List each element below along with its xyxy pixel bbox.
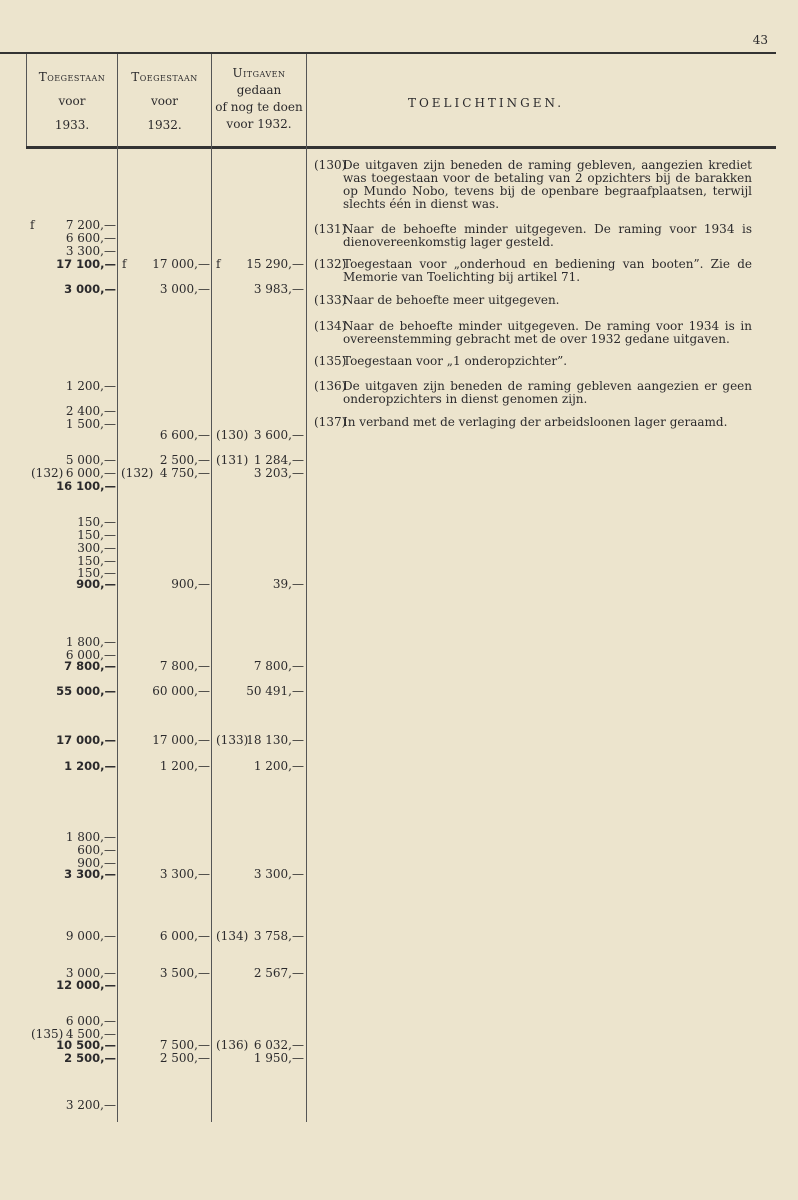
expenditure-1932: 1 284,— [253, 453, 304, 467]
amount-1932: 17 000,— [152, 733, 210, 747]
total-1933: 16 100,— [56, 479, 116, 493]
header-toelichtingen: TOELICHTINGEN. [407, 96, 565, 110]
amount-1932: 3 500,— [159, 966, 210, 980]
amount-1933: 5 000,— [65, 453, 116, 467]
expenditure-1932: 3 203,— [253, 466, 304, 480]
amount-1933: 150,— [77, 515, 116, 529]
note-134: (134) Naar de behoefte minder uitgegeven. De raming voor 1934 is in overeenstemming gebracht met de over 1932 gedane uitgaven. [314, 319, 752, 346]
amount-1933: 6 000,— [65, 466, 116, 480]
note-ref: (132) [121, 466, 154, 480]
total-1933: 1 200,— [64, 759, 116, 773]
amount-1932: 900,— [171, 577, 210, 591]
note-ref: (133) [216, 733, 249, 747]
note-ref: (134) [216, 929, 249, 943]
amount-1933: 6 000,— [65, 1014, 116, 1028]
amount-1932: 4 750,— [159, 466, 210, 480]
note-132: (132) Toegestaan voor „onderhoud en bediening van booten”. Zie de Memorie van Toelichting bij artikel 71. [314, 257, 752, 284]
amount-1933: 1 800,— [65, 635, 116, 649]
note-131: (131) Naar de behoefte minder uitgegeven. De raming voor 1934 is dienovereenkomstig lager gesteld. [314, 222, 752, 249]
note-ref: (131) [216, 453, 249, 467]
currency-prefix: f [30, 218, 35, 232]
expenditure-1932: 18 130,— [246, 733, 304, 747]
amount-1933: 600,— [77, 843, 116, 857]
amount-1932: 17 000,— [152, 257, 210, 271]
note-ref: (132) [31, 466, 64, 480]
expenditure-1932: 1 950,— [253, 1051, 304, 1065]
total-1933: 900,— [76, 577, 116, 591]
expenditure-1932: 39,— [272, 577, 304, 591]
amount-1932: 6 600,— [159, 428, 210, 442]
total-1933: 17 100,— [56, 257, 116, 271]
header-col-2: Toegestaan voor 1932. [131, 70, 198, 132]
expenditure-1932: 15 290,— [246, 257, 304, 271]
expenditure-1932: 6 032,— [253, 1038, 304, 1052]
expenditure-1932: 3 300,— [253, 867, 304, 881]
note-ref: (135) [31, 1027, 64, 1041]
amount-1933: 6 600,— [65, 231, 116, 245]
amount-1932: 6 000,— [159, 929, 210, 943]
total-1933: 7 800,— [64, 659, 116, 673]
note-130: (130) De uitgaven zijn beneden de raming gebleven, aangezien krediet was toegestaan voor de betaling van 2 opzichters bij de barakken op Mundo Nobo, tevens bij de openbare begraafplaatsen, terwijl slechts één in dienst was. [314, 158, 752, 211]
total-1933: 10 500,— [56, 1038, 116, 1052]
amount-1933: 9 000,— [65, 929, 116, 943]
total-1933: 12 000,— [56, 978, 116, 992]
amount-1933: 3 200,— [65, 1098, 116, 1112]
amount-1932: 7 500,— [159, 1038, 210, 1052]
note-136: (136) De uitgaven zijn beneden de raming gebleven aangezien er geen onderopzichters in dienst genomen zijn. [314, 379, 752, 406]
amount-1932: 2 500,— [159, 1051, 210, 1065]
expenditure-1932: 3 983,— [253, 282, 304, 296]
amount-1932: 1 200,— [159, 759, 210, 773]
amount-1933: 900,— [77, 856, 116, 870]
total-1933: 2 500,— [64, 1051, 116, 1065]
note-ref: (136) [216, 1038, 249, 1052]
header-col-1: Toegestaan voor 1933. [38, 70, 106, 132]
header-rule [26, 146, 776, 149]
currency-prefix: f [122, 257, 127, 271]
expenditure-1932: 3 600,— [253, 428, 304, 442]
amount-1932: 7 800,— [159, 659, 210, 673]
amount-1933: 7 200,— [65, 218, 116, 232]
expenditure-1932: 3 758,— [253, 929, 304, 943]
amount-1933: 1 500,— [65, 417, 116, 431]
expenditure-1932: 1 200,— [253, 759, 304, 773]
note-137: (137) In verband met de verlaging der arbeidsloonen lager geraamd. [314, 415, 728, 429]
total-1933: 55 000,— [56, 684, 116, 698]
amount-1932: 3 000,— [159, 282, 210, 296]
total-1933: 3 300,— [64, 867, 116, 881]
amount-1933: 6 000,— [65, 648, 116, 662]
amount-1933: 150,— [77, 528, 116, 542]
amount-1933: 150,— [77, 554, 116, 568]
currency-prefix: f [216, 257, 221, 271]
amount-1932: 60 000,— [152, 684, 210, 698]
amount-1933: 3 000,— [65, 966, 116, 980]
amount-1933: 1 800,— [65, 830, 116, 844]
amount-1933: 3 300,— [65, 244, 116, 258]
note-135: (135) Toegestaan voor „1 onderopzichter”. [314, 354, 568, 368]
header-col-3: Uitgaven gedaan of nog te doen voor 1932. [215, 66, 303, 131]
amount-1933: 2 400,— [65, 404, 116, 418]
amount-1933: 300,— [77, 541, 116, 555]
expenditure-1932: 7 800,— [253, 659, 304, 673]
note-ref: (130) [216, 428, 249, 442]
amount-1933: 150,— [77, 566, 116, 580]
column-divider-4 [306, 54, 307, 1122]
amount-1932: 3 300,— [159, 867, 210, 881]
total-1933: 3 000,— [64, 282, 116, 296]
expenditure-1932: 2 567,— [253, 966, 304, 980]
amount-1933: 1 200,— [65, 379, 116, 393]
expenditure-1932: 50 491,— [246, 684, 304, 698]
page-number: 43 [752, 33, 768, 47]
note-133: (133) Naar de behoefte meer uitgegeven. [314, 293, 560, 307]
amount-1933: 4 500,— [65, 1027, 116, 1041]
total-1933: 17 000,— [56, 733, 116, 747]
amount-1932: 2 500,— [159, 453, 210, 467]
